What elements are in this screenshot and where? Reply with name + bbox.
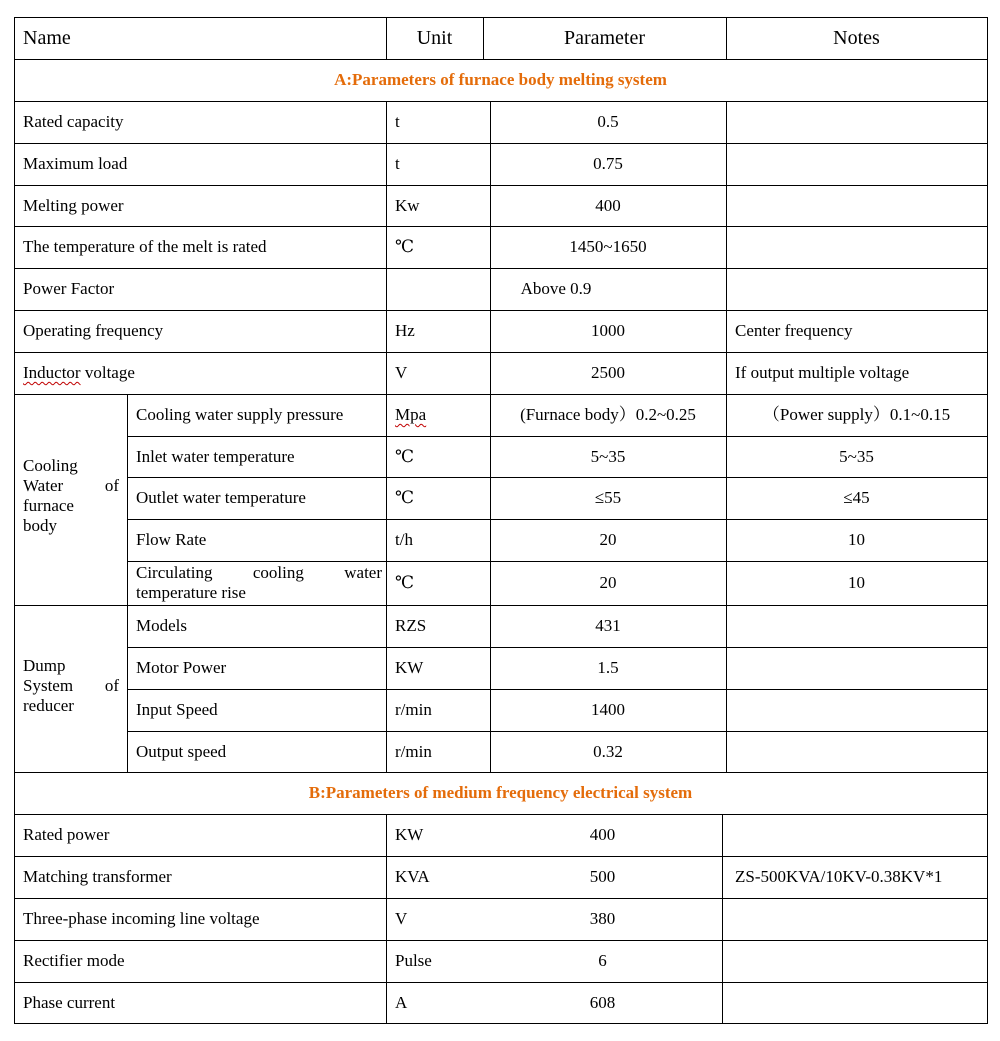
row-parameter: 20	[599, 573, 617, 592]
row-name: Cooling water supply pressure	[136, 405, 344, 424]
group-label-line: Dump	[23, 656, 66, 675]
row-parameter: Above 0.9	[520, 279, 592, 298]
row-border	[14, 101, 987, 102]
row-unit: Kw	[395, 196, 420, 215]
row-parameter: 400	[595, 196, 621, 215]
row-border	[14, 17, 987, 18]
row-parameter: 1000	[591, 321, 625, 340]
group-label-word: System	[23, 676, 74, 695]
row-parameter: 400	[589, 825, 616, 844]
row-name: Three-phase incoming line voltage	[23, 909, 260, 928]
row-notes: 10	[848, 530, 865, 549]
row-border	[127, 731, 988, 732]
row-border	[127, 647, 988, 648]
row-unit: ℃	[395, 447, 415, 466]
row-parameter: 0.32	[593, 742, 623, 761]
row-name-prefix: Inductor	[23, 363, 81, 382]
column-border	[726, 101, 727, 773]
row-border	[14, 982, 987, 983]
row-unit: t	[395, 154, 400, 173]
column-border	[14, 17, 15, 1024]
group-label-line	[23, 476, 119, 496]
row-parameter: 608	[589, 993, 616, 1012]
group-label-cooling	[23, 456, 119, 536]
row-notes: 5~35	[839, 447, 874, 466]
row-border	[127, 436, 988, 437]
row-border	[127, 561, 988, 562]
row-border	[14, 59, 987, 60]
group-label-line: Cooling	[23, 456, 78, 475]
group-label-word: of	[104, 476, 119, 495]
row-border	[14, 772, 987, 773]
group-label-line: reducer	[23, 696, 74, 715]
row-parameter: (Furnace body）0.2~0.25	[520, 405, 696, 424]
row-unit: t	[395, 112, 400, 131]
row-parameter: 431	[595, 616, 621, 635]
row-notes: If output multiple voltage	[735, 363, 910, 382]
row-name: Models	[136, 616, 187, 635]
row-border	[14, 226, 987, 227]
row-border	[14, 185, 987, 186]
row-name: Rectifier mode	[23, 951, 125, 970]
row-name	[136, 563, 382, 603]
row-border	[14, 352, 987, 353]
row-name-line: temperature rise	[136, 583, 246, 602]
row-notes: Center frequency	[735, 321, 853, 340]
row-unit: Pulse	[395, 951, 432, 970]
row-unit: Mpa	[395, 405, 427, 424]
column-header-name: Name	[23, 27, 71, 49]
row-unit: t/h	[395, 530, 413, 549]
row-name: Rated power	[23, 825, 110, 844]
row-name: Power Factor	[23, 279, 115, 298]
row-border	[127, 519, 988, 520]
row-parameter: 1.5	[597, 658, 619, 677]
row-unit: V	[395, 363, 408, 382]
section-title: A:Parameters of furnace body melting system	[334, 70, 667, 89]
group-label-line	[23, 676, 119, 696]
row-unit: r/min	[395, 700, 432, 719]
row-unit: r/min	[395, 742, 432, 761]
row-name: Input Speed	[136, 700, 218, 719]
row-unit: ℃	[395, 488, 415, 507]
column-header-unit: Unit	[416, 27, 453, 49]
row-border	[127, 477, 988, 478]
group-label-word: Water	[23, 476, 64, 495]
row-unit: Hz	[395, 321, 415, 340]
row-border	[14, 940, 987, 941]
row-border	[14, 605, 987, 606]
row-unit: A	[395, 993, 408, 1012]
row-name: Inlet water temperature	[136, 447, 295, 466]
row-unit: ℃	[395, 237, 415, 256]
column-border	[722, 814, 723, 1024]
row-name: Output speed	[136, 742, 227, 761]
row-parameter: 0.75	[593, 154, 623, 173]
row-unit: RZS	[395, 616, 427, 635]
row-unit: KW	[395, 658, 424, 677]
row-parameter: 0.5	[597, 112, 619, 131]
row-name: Phase current	[23, 993, 116, 1012]
group-label-dump	[23, 656, 119, 716]
row-parameter: 2500	[591, 363, 625, 382]
row-parameter: 5~35	[590, 447, 626, 466]
row-name: Rated capacity	[23, 112, 124, 131]
row-parameter: 6	[598, 951, 607, 970]
row-notes: ≤45	[843, 488, 870, 507]
column-header-notes: Notes	[833, 27, 880, 49]
row-border	[14, 394, 987, 395]
row-name: The temperature of the melt is rated	[23, 237, 267, 256]
group-label-line: furnace	[23, 496, 74, 515]
row-parameter: 380	[589, 909, 616, 928]
group-label-line: body	[23, 516, 57, 535]
row-border	[14, 856, 987, 857]
row-name: Matching transformer	[23, 867, 172, 886]
row-unit: ℃	[395, 573, 415, 592]
row-name-line: Circulating cooling water	[136, 563, 382, 582]
row-parameter: 500	[589, 867, 616, 886]
row-name-suffix: voltage	[80, 363, 135, 382]
row-border	[14, 1023, 987, 1024]
section-title: B:Parameters of medium frequency electrical system	[308, 783, 693, 802]
row-name: Motor Power	[136, 658, 227, 677]
row-unit: V	[395, 909, 408, 928]
row-name: Outlet water temperature	[136, 488, 306, 507]
row-parameter: 1450~1650	[569, 237, 647, 256]
column-header-parameter: Parameter	[563, 27, 646, 49]
column-border	[386, 814, 387, 1024]
row-name: Operating frequency	[23, 321, 164, 340]
row-unit: KW	[395, 825, 424, 844]
row-parameter: 20	[599, 530, 617, 549]
row-unit: KVA	[395, 867, 430, 886]
row-name: Melting power	[23, 196, 124, 215]
column-border	[386, 101, 387, 773]
row-notes: ZS-500KVA/10KV-0.38KV*1	[735, 867, 943, 886]
row-parameter: ≤55	[594, 488, 622, 507]
row-name: Flow Rate	[136, 530, 207, 549]
row-border	[14, 143, 987, 144]
row-border	[127, 689, 988, 690]
column-border	[987, 17, 988, 1024]
row-border	[14, 814, 987, 815]
row-border	[14, 310, 987, 311]
column-border	[127, 394, 128, 773]
row-name	[23, 363, 382, 383]
row-notes: （Power supply）0.1~0.15	[762, 405, 951, 424]
row-border	[14, 898, 987, 899]
row-border	[14, 268, 987, 269]
group-label-word: of	[104, 676, 119, 695]
row-parameter: 1400	[591, 700, 625, 719]
row-notes: 10	[848, 573, 865, 592]
row-name: Maximum load	[23, 154, 128, 173]
